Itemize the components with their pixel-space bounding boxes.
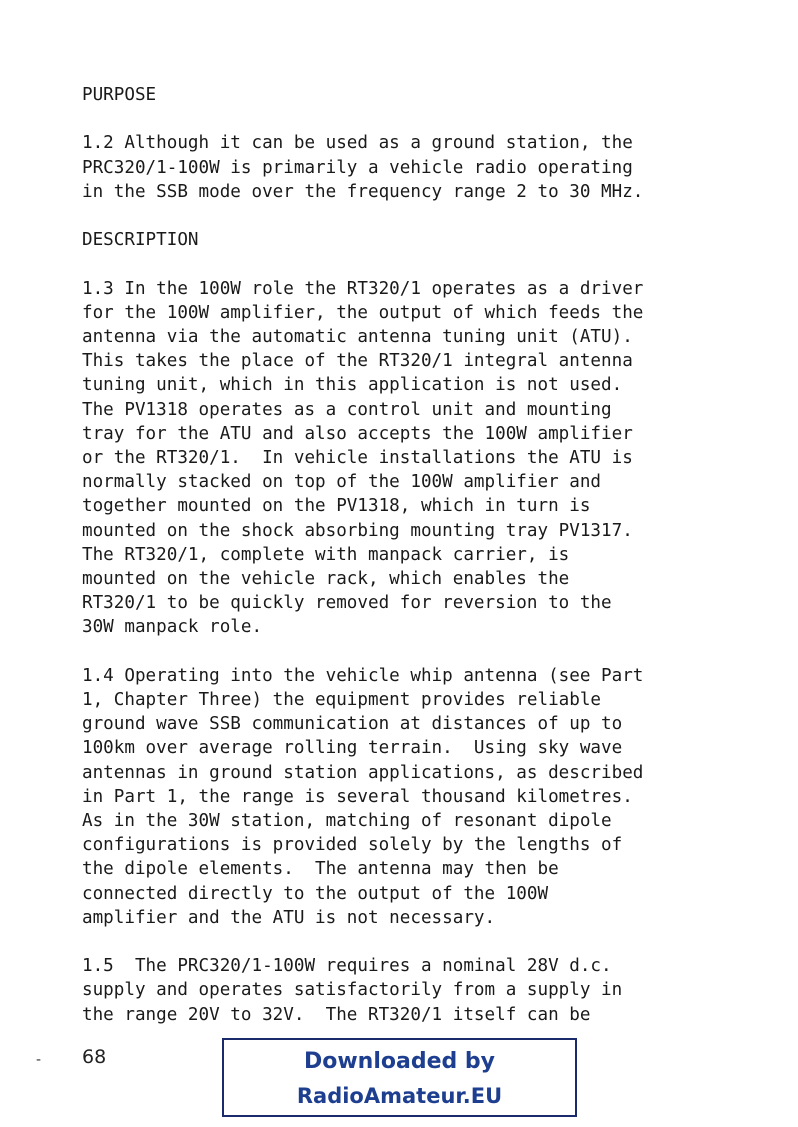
text-line: tuning unit, which in this application is not used. [82,375,623,396]
paragraph [82,131,782,204]
paragraph [82,277,782,640]
text-line: together mounted on the PV1318, which in turn is [82,496,591,517]
text-line: the range 20V to 32V. The RT320/1 itself can be [82,1004,591,1025]
text-line: 1.2 Although it can be used as a ground station, the [82,133,633,154]
text-line: 1.3 In the 100W role the RT320/1 operates as a driver [82,278,644,299]
text-line: 100km over average rolling terrain. Using sky wave [82,738,623,759]
text-line: tray for the ATU and also accepts the 100W amplifier [82,423,633,444]
document-body [82,83,782,1051]
text-line: 1.4 Operating into the vehicle whip antenna (see Part [82,665,644,686]
text-line: normally stacked on top of the 100W amplifier and [82,472,602,493]
text-line: amplifier and the ATU is not necessary. [82,907,496,928]
text-line: mounted on the vehicle rack, which enables the [82,569,570,590]
paragraph [82,664,782,930]
text-line: mounted on the shock absorbing mounting tray PV1317. [82,520,633,541]
margin-dash: - [36,1052,42,1068]
stamp-line-1: Downloaded by [303,1049,496,1074]
text-line: As in the 30W station, matching of resonant dipole [82,811,612,832]
text-line: antennas in ground station applications, as described [82,762,644,783]
text-line: The RT320/1, complete with manpack carrier, is [82,544,570,565]
download-stamp [222,1038,577,1117]
section-heading: DESCRIPTION [82,230,199,251]
stamp-line-2: RadioAmateur.EU [296,1084,503,1108]
text-line: antenna via the automatic antenna tuning unit (ATU). [82,326,633,347]
text-line: 1, Chapter Three) the equipment provides reliable [82,690,602,711]
text-line: The PV1318 operates as a control unit and mounting [82,399,612,420]
text-line: configurations is provided solely by the lengths of [82,835,623,856]
text-line: This takes the place of the RT320/1 integral antenna [82,351,633,372]
text-line: PRC320/1-100W is primarily a vehicle radio operating [82,157,633,178]
text-line: 1.5 The PRC320/1-100W requires a nominal 28V d.c. [82,956,612,977]
text-line: for the 100W amplifier, the output of which feeds the [82,302,644,323]
text-line: 30W manpack role. [82,617,263,638]
paragraph [82,954,782,1027]
text-line: or the RT320/1. In vehicle installations the ATU is [82,448,633,468]
text-line: ground wave SSB communication at distances of up to [82,714,623,735]
text-line: in Part 1, the range is several thousand kilometres. [82,786,633,807]
page-number: 68 [82,1046,107,1068]
text-line: in the SSB mode over the frequency range 2 to 30 MHz. [82,181,644,202]
text-line: connected directly to the output of the 100W [82,883,549,904]
text-line: supply and operates satisfactorily from a supply in [82,980,623,1001]
section-heading: PURPOSE [82,85,157,105]
text-line: the dipole elements. The antenna may then be [82,859,559,880]
text-line: RT320/1 to be quickly removed for reversion to the [82,593,612,614]
